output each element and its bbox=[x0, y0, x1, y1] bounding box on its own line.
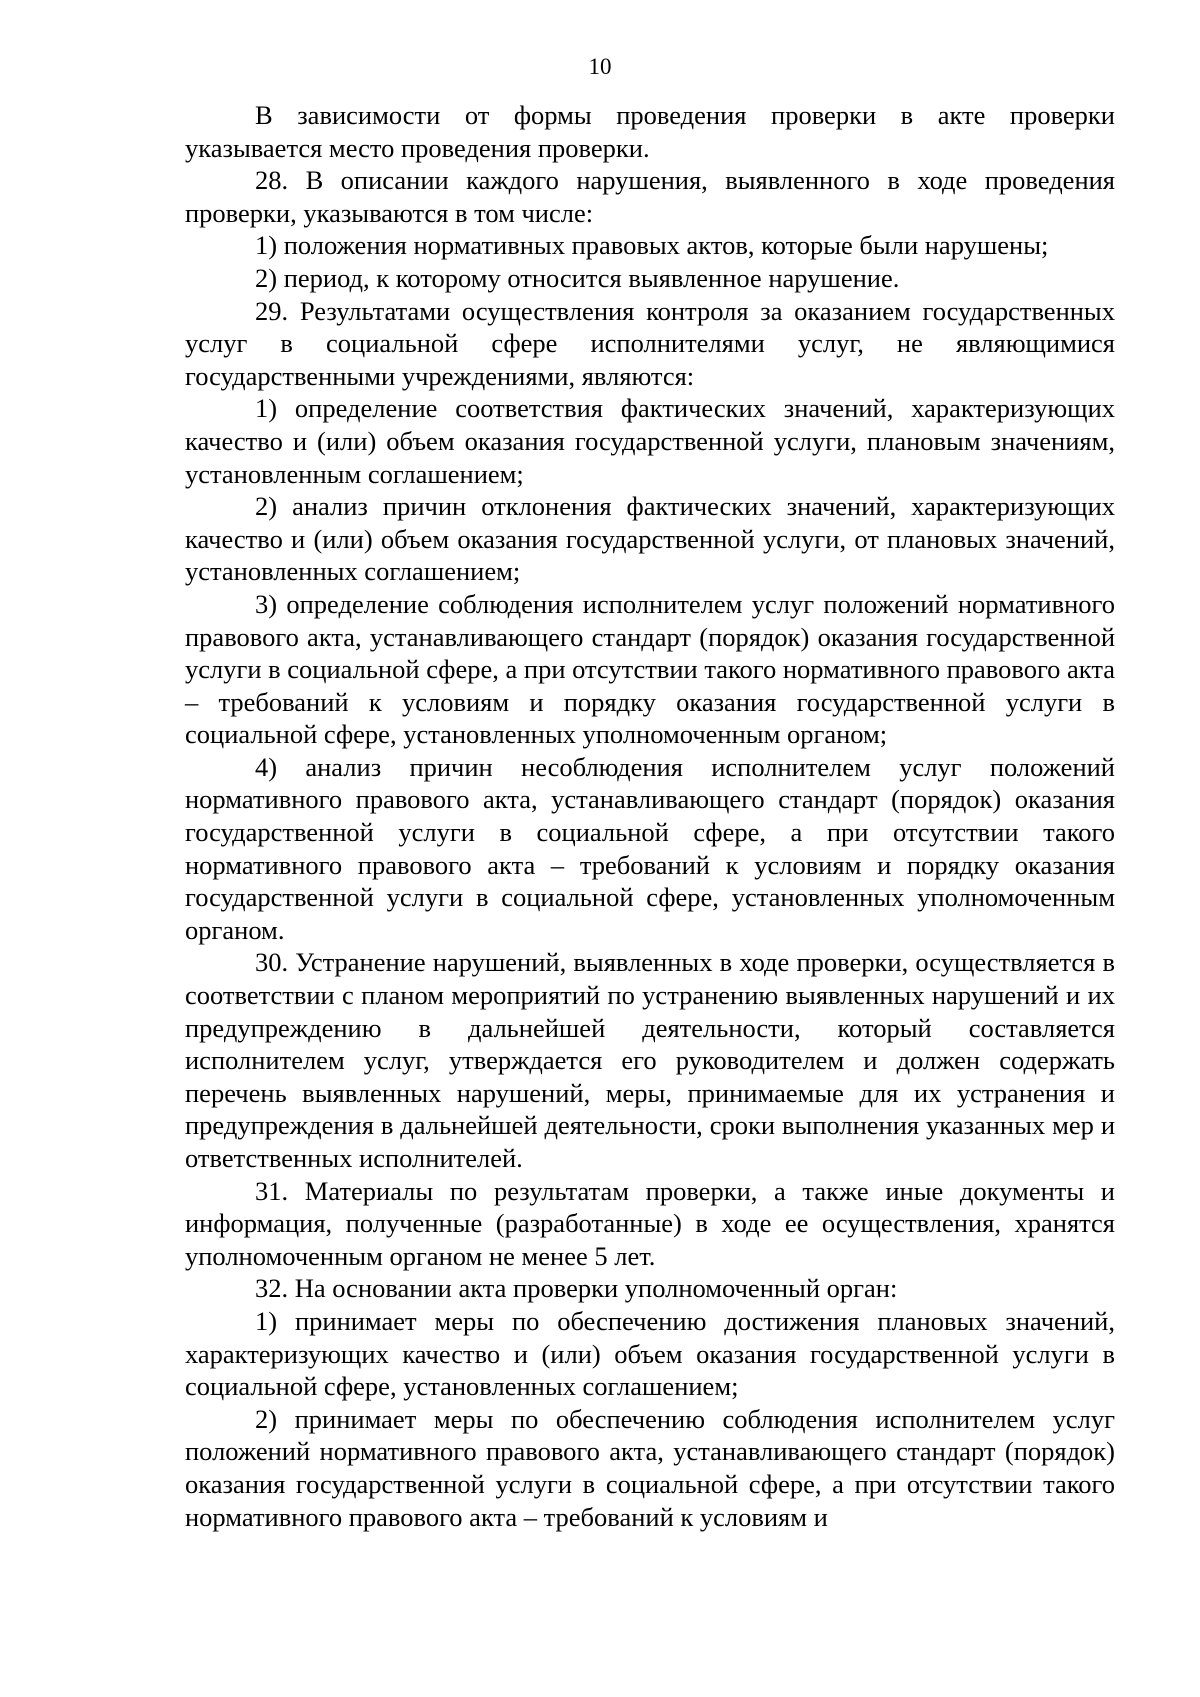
document-body bbox=[185, 99, 1115, 1533]
paragraph: 28. В описании каждого нарушения, выявленного в ходе проведения проверки, указываются в том числе: bbox=[185, 165, 1115, 228]
page-number: 10 bbox=[588, 54, 612, 79]
paragraph: 2) принимает меры по обеспечению соблюдения исполнителем услуг положений нормативного правового акта, устанавливающего стандарт (порядок) оказания государственной услуги в социальной сфере, а при отсутствии такого нормативного правового акта – требований к условиям и bbox=[185, 1403, 1115, 1532]
paragraph: 3) определение соблюдения исполнителем услуг положений нормативного правового акта, устанавливающего стандарт (порядок) оказания государственной услуги в социальной сфере, а при отсутствии такого нормативного правового акта – требований к условиям и порядку оказания государственной услуги в социальной сфере, установленных уполномоченным органом; bbox=[185, 588, 1115, 750]
paragraph: 1) положения нормативных правовых актов, которые были нарушены; bbox=[255, 230, 1049, 261]
paragraph: 4) анализ причин несоблюдения исполнителем услуг положений нормативного правового акта, устанавливающего стандарт (порядок) оказания государственной услуги в социальной сфере, а при отсутствии такого нормативного правового акта – требований к условиям и порядку оказания государственной услуги в социальной сфере, установленных уполномоченным органом. bbox=[185, 751, 1115, 945]
paragraph: 2) анализ причин отклонения фактических значений, характеризующих качество и (или) объем оказания государственной услуги, от плановых значений, установленных соглашением; bbox=[185, 491, 1115, 587]
paragraph: 29. Результатами осуществления контроля за оказанием государственных услуг в социальной сфере исполнителями услуг, не являющимися государственными учреждениями, являются: bbox=[185, 295, 1115, 391]
paragraph: 1) принимает меры по обеспечению достижения плановых значений, характеризующих качество и (или) объем оказания государственной услуги в социальной сфере, установленных соглашением; bbox=[185, 1305, 1115, 1402]
paragraph: 1) определение соответствия фактических значений, характеризующих качество и (или) объем оказания государственной услуги, плановым значениям, установленным соглашением; bbox=[185, 393, 1115, 489]
paragraph: 32. На основании акта проверки уполномоченный орган: bbox=[255, 1273, 898, 1304]
paragraph: 31. Материалы по результатам проверки, а также иные документы и информация, полученные (разработанные) в ходе ее осуществления, хранятся уполномоченным органом не менее 5 лет. bbox=[185, 1175, 1115, 1271]
paragraph: В зависимости от формы проведения проверки в акте проверки указывается место проведения проверки. bbox=[185, 100, 1115, 163]
paragraph: 30. Устранение нарушений, выявленных в ходе проверки, осуществляется в соответствии с планом мероприятий по устранению выявленных нарушений и их предупреждению в дальнейшей деятельности, который составляется исполнителем услуг, утверждается его руководителем и должен содержать перечень выявленных нарушений, меры, принимаемые для их устранения и предупреждения в дальнейшей деятельности, сроки выполнения указанных мер и ответственных исполнителей. bbox=[185, 947, 1115, 1173]
paragraph: 2) период, к которому относится выявленное нарушение. bbox=[255, 262, 900, 293]
